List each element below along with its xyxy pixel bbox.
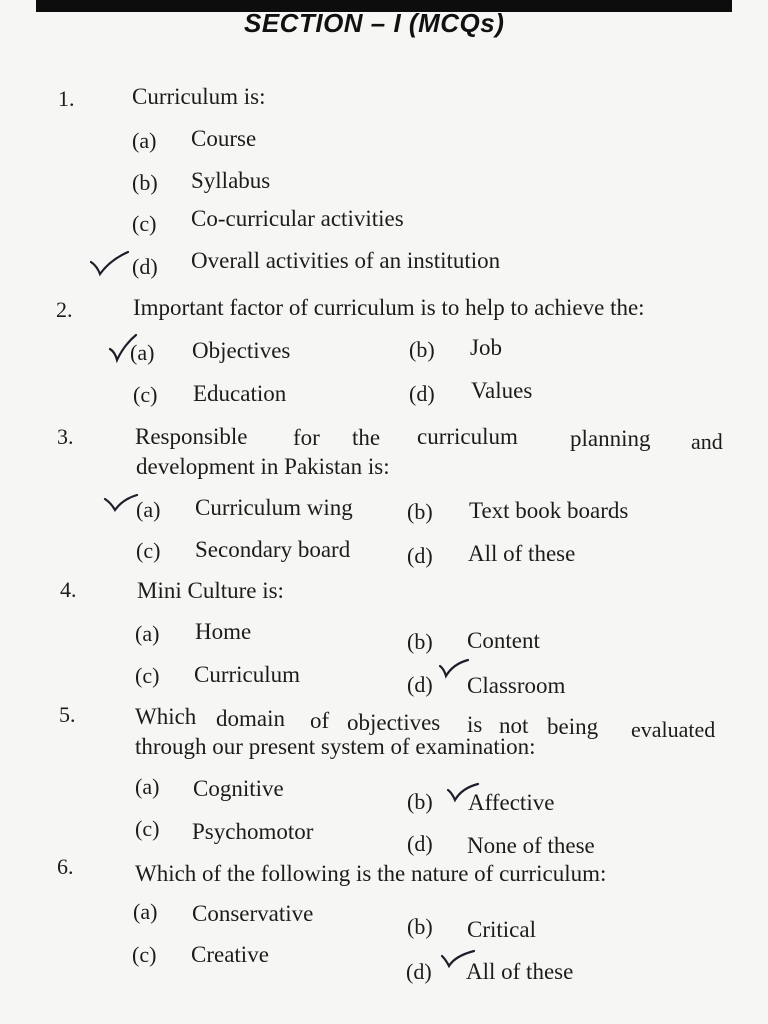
q6-option-d-text: All of these [466, 959, 574, 984]
question-3-word-5: planning [570, 426, 651, 451]
q1-option-b-text: Syllabus [191, 168, 271, 193]
q4-checkmark-icon [438, 658, 470, 680]
q4-option-c-label: (c) [135, 663, 160, 688]
q3-option-a-text: Curriculum wing [195, 495, 353, 520]
section-title: SECTION – I (MCQs) [244, 8, 505, 38]
q4-option-b-text: Content [467, 628, 540, 653]
q3-checkmark-icon [103, 493, 139, 513]
q4-option-b-label: (b) [407, 629, 433, 654]
q1-option-a-label: (a) [132, 128, 157, 153]
question-4-text: Mini Culture is: [137, 578, 284, 603]
q5-option-a-text: Cognitive [193, 776, 284, 801]
q1-checkmark-icon [88, 250, 132, 278]
q6-option-b-label: (b) [407, 914, 433, 939]
q3-option-d-label: (d) [407, 543, 433, 568]
question-5-number: 5. [59, 702, 76, 727]
q1-option-c-text: Co-curricular activities [191, 206, 404, 231]
q5-option-b-label: (b) [407, 789, 433, 814]
q5-option-c-label: (c) [135, 816, 160, 841]
q5-option-b-text: Affective [468, 790, 555, 815]
question-1-text: Curriculum is: [132, 84, 266, 109]
q2-option-a-text: Objectives [192, 338, 291, 363]
q4-option-a-label: (a) [135, 621, 160, 646]
q1-option-c-label: (c) [132, 211, 157, 236]
q6-option-a-label: (a) [133, 899, 158, 924]
q6-option-c-label: (c) [132, 942, 157, 967]
q1-option-d-label: (d) [132, 254, 158, 279]
q2-option-b-text: Job [470, 335, 502, 360]
q5-option-c-text: Psychomotor [192, 819, 314, 844]
q2-option-d-label: (d) [409, 381, 435, 406]
question-5-word-2: domain [216, 706, 285, 731]
question-3-word-1: Responsible [135, 424, 248, 449]
q4-option-d-label: (d) [407, 672, 433, 697]
question-5-word-1: Which [135, 704, 197, 729]
q3-option-a-label: (a) [136, 497, 161, 522]
question-3-word-4: curriculum [417, 424, 518, 449]
q4-option-a-text: Home [195, 619, 252, 644]
question-5-word-5: is [467, 712, 483, 737]
question-3-word-6: and [691, 429, 723, 454]
q3-option-c-label: (c) [136, 538, 161, 563]
q5-option-d-label: (d) [407, 831, 433, 856]
q6-option-c-text: Creative [191, 942, 269, 967]
q5-option-a-label: (a) [135, 774, 160, 799]
question-5-word-8: evaluated [631, 717, 716, 742]
question-5-word-7: being [547, 714, 599, 739]
q2-option-d-text: Values [471, 378, 533, 403]
q1-option-d-text: Overall activities of an institution [191, 248, 501, 273]
question-5-text-line2: through our present system of examination: [135, 734, 536, 759]
q3-option-b-label: (b) [407, 499, 433, 524]
q4-option-c-text: Curriculum [194, 662, 301, 687]
question-3-word-3: the [352, 425, 381, 450]
question-2-text: Important factor of curriculum is to help to achieve the: [133, 295, 645, 320]
q1-option-a-text: Course [191, 126, 257, 151]
question-2-number: 2. [56, 297, 73, 322]
q6-option-b-text: Critical [467, 917, 536, 942]
q2-option-a-label: (a) [130, 340, 155, 365]
q5-option-d-text: None of these [467, 833, 595, 858]
q2-option-c-text: Education [193, 381, 287, 406]
q3-option-c-text: Secondary board [195, 537, 351, 562]
q6-option-a-text: Conservative [192, 901, 314, 926]
q2-option-b-label: (b) [409, 337, 435, 362]
q2-option-c-label: (c) [133, 382, 158, 407]
question-5-word-6: not [499, 713, 529, 738]
q4-option-d-text: Classroom [467, 673, 566, 698]
q3-option-d-text: All of these [468, 541, 576, 566]
q1-option-b-label: (b) [132, 170, 158, 195]
question-3-word-2: for [293, 425, 320, 450]
q3-option-b-text: Text book boards [469, 498, 629, 523]
q6-option-d-label: (d) [406, 959, 432, 984]
question-3-number: 3. [57, 424, 74, 449]
question-4-number: 4. [60, 577, 77, 602]
question-1-number: 1. [58, 86, 75, 111]
question-5-word-3: of [310, 708, 330, 733]
question-3-text-line2: development in Pakistan is: [136, 454, 390, 479]
question-6-number: 6. [57, 854, 74, 879]
question-6-text: Which of the following is the nature of curriculum: [135, 861, 607, 886]
question-5-word-4: objectives [347, 710, 441, 735]
